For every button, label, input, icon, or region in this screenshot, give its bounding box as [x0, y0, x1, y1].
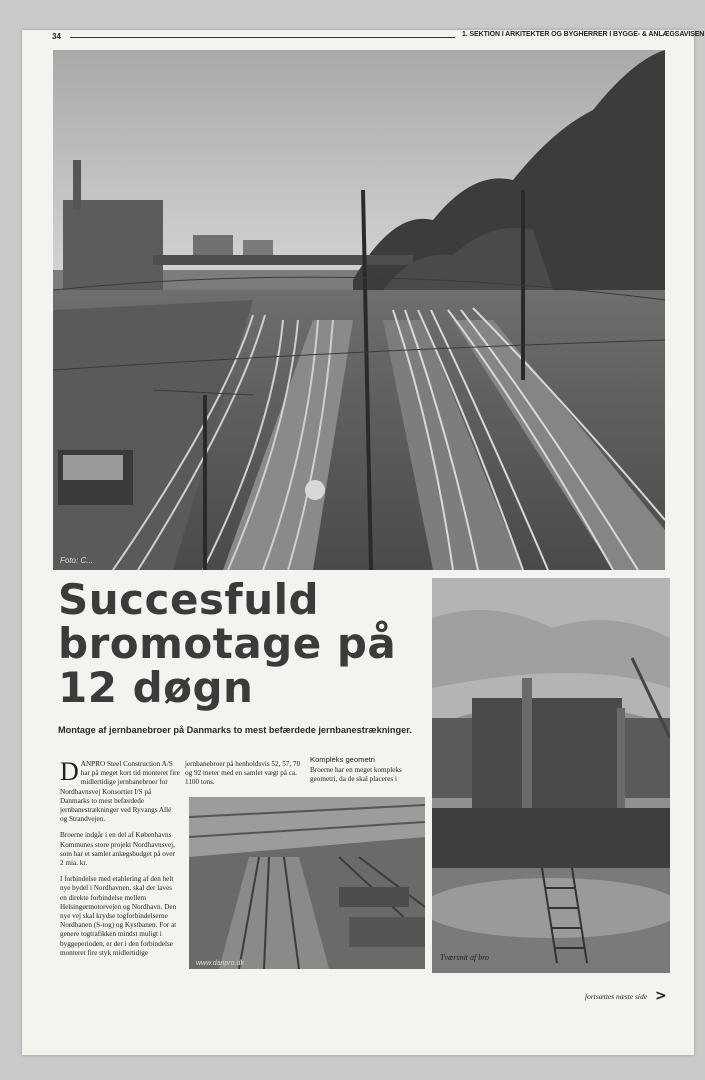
article-subheadline: Montage af jernbanebroer på Danmarks to mest befærdede jernbanestrækninger.	[58, 725, 412, 735]
bridge-photo-caption: Tværsnit af bro	[440, 953, 490, 962]
headline-line-3: 12 døgn	[58, 663, 254, 712]
article-paragraph: Broerne indgår i en del af Københavns Kommunes store projekt Nordhavnsvej, som har et samlet anlægsbudget på over 2 mia. kr.	[60, 831, 175, 868]
article-paragraph: I forbindelse med etablering af den helt nye bydel i Nordhavnen, skal der laves en direkte forbindelse mellem Helsingørmotorvejen og Nordhavn. Den nye vej skal krydse togforbindelserne Nordbanen (S-tog) og Kystbanen. For at genere togtrafikken mindst muligt i byggeperioden, er der i den forbindelse monteret fire styk midlertidige	[60, 875, 177, 957]
article-paragraph: jernbanebroer på henholdsvis 52, 57, 70 og 92 meter med en samlet vægt på ca. 1100 tons.	[185, 760, 301, 787]
page-number: 34	[52, 32, 61, 41]
article-column-1	[60, 757, 180, 965]
chevron-right-icon: >	[655, 988, 667, 1004]
continues-next-page: fortsættes næste side	[585, 992, 648, 1001]
factory-photo-caption: www.danpro.dk	[196, 960, 244, 967]
column-heading: Kompleks geometri	[310, 755, 375, 764]
header-rule	[70, 37, 455, 38]
article-paragraph	[60, 757, 180, 824]
article-column-3	[310, 755, 425, 792]
railway-photo-image	[53, 50, 665, 570]
article-column-2	[185, 760, 303, 795]
section-title: 1. SEKTION I ARKITEKTER OG BYGHERRER I BYGGE- & ANLÆGSAVISEN	[462, 31, 705, 38]
factory-photo-image	[189, 797, 425, 969]
factory-photo	[189, 797, 425, 969]
headline-line-1: Succesfuld	[58, 575, 320, 624]
article-headline	[58, 575, 418, 712]
dropcap: D	[60, 757, 79, 786]
headline-line-2: bromotage på	[58, 619, 397, 668]
paragraph-text: ANPRO Steel Construction A/S har på meget kort tid monteret fire midlertidige jernbanebroer for Nordhavnsvej Konsortiet I/S på Danmarks to mest befærdede jernbanestrækninger ved Ryvangs Allé og Strandvejen.	[60, 760, 180, 824]
railway-photo	[53, 50, 665, 570]
photo-credit: Foto: C...	[60, 556, 93, 565]
bridge-cross-section-photo	[432, 578, 670, 973]
bridge-photo-image	[432, 578, 670, 973]
article-paragraph: Broerne har en meget kompleks geometri, da de skal placeres i	[310, 766, 402, 784]
